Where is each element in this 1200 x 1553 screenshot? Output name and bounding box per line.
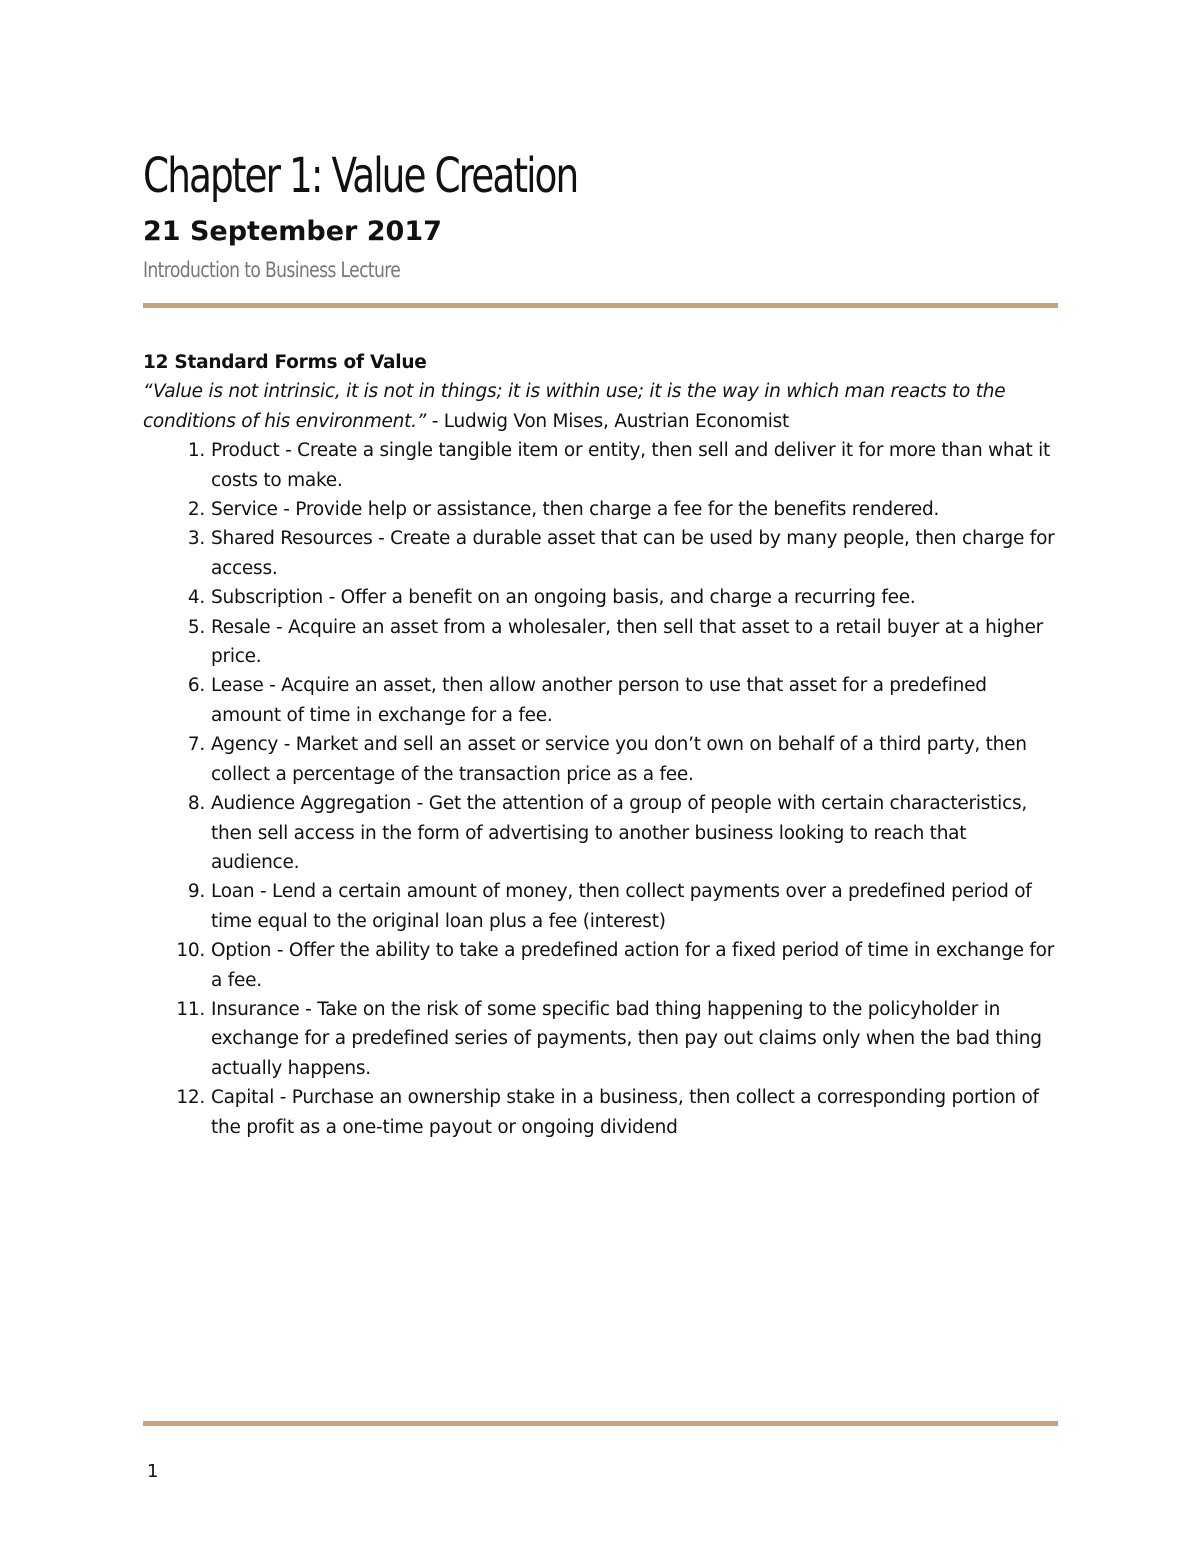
list-item-number: 11. [176,998,205,1020]
list-item [143,730,1058,789]
list-item [143,613,1058,672]
header-divider [143,303,1058,308]
list-item [143,495,1058,524]
value-forms-list [143,436,1058,1142]
list-item-number: 12. [176,1087,205,1109]
list-item-number: 8. [187,793,205,815]
list-item-text: Shared Resources - Create a durable asset that can be used by many people, then charge for access. [211,528,1055,579]
quote-attribution: - Ludwig Von Mises, Austrian Economist [426,410,790,432]
quote-text: “Value is not intrinsic, it is not in things; it is within use; it is the way in which man reacts to the conditions of his environment.” [143,381,1006,432]
list-item [143,1083,1058,1142]
list-item-text: Agency - Market and sell an asset or service you don’t own on behalf of a third party, then collect a percentage of the transaction price as a fee. [211,734,1027,785]
document-body [143,348,1058,1142]
list-item [143,789,1058,877]
list-item-text: Capital - Purchase an ownership stake in a business, then collect a corresponding portion of the profit as a one-time payout or ongoing dividend [211,1087,1039,1138]
list-item [143,436,1058,495]
list-item-text: Insurance - Take on the risk of some specific bad thing happening to the policyholder in exchange for a predefined series of payments, then pay out claims only when the bad thing actually happens. [211,998,1042,1079]
page-number: 1 [147,1461,159,1482]
list-item-text: Subscription - Offer a benefit on an ongoing basis, and charge a recurring fee. [211,587,916,609]
list-item-number: 4. [187,587,205,609]
quote-paragraph [143,377,1058,436]
list-item-number: 3. [187,528,205,550]
list-item-number: 9. [187,881,205,903]
list-item-text: Service - Provide help or assistance, then charge a fee for the benefits rendered. [211,499,940,521]
list-item-number: 10. [176,940,205,962]
list-item-number: 7. [187,734,205,756]
list-item [143,936,1058,995]
list-item-text: Resale - Acquire an asset from a wholesaler, then sell that asset to a retail buyer at a higher price. [211,616,1043,668]
list-item-text: Option - Offer the ability to take a predefined action for a fixed period of time in exchange for a fee. [211,940,1055,991]
document-subtitle: Introduction to Business Lecture [143,258,401,282]
list-item [143,583,1058,612]
list-item-number: 1. [187,440,205,462]
list-item [143,524,1058,583]
list-item-text: Loan - Lend a certain amount of money, then collect payments over a predefined period of time equal to the original loan plus a fee (interest) [211,881,1032,932]
page-title: Chapter 1: Value Creation [143,148,578,204]
list-item-number: 2. [187,499,205,521]
list-item [143,877,1058,936]
list-item-text: Lease - Acquire an asset, then allow another person to use that asset for a predefined amount of time in exchange for a fee. [211,675,987,726]
list-item [143,671,1058,730]
footer-divider [143,1421,1058,1426]
document-date: 21 September 2017 [143,216,442,247]
list-item-text: Product - Create a single tangible item or entity, then sell and deliver it for more than what it costs to make. [211,440,1051,491]
list-item-number: 6. [187,675,205,697]
section-heading: 12 Standard Forms of Value [143,352,427,373]
list-item-number: 5. [187,616,205,638]
list-item-text: Audience Aggregation - Get the attention of a group of people with certain characteristics, then sell access in the form of advertising to another business looking to reach that audience. [211,793,1028,873]
list-item [143,995,1058,1083]
